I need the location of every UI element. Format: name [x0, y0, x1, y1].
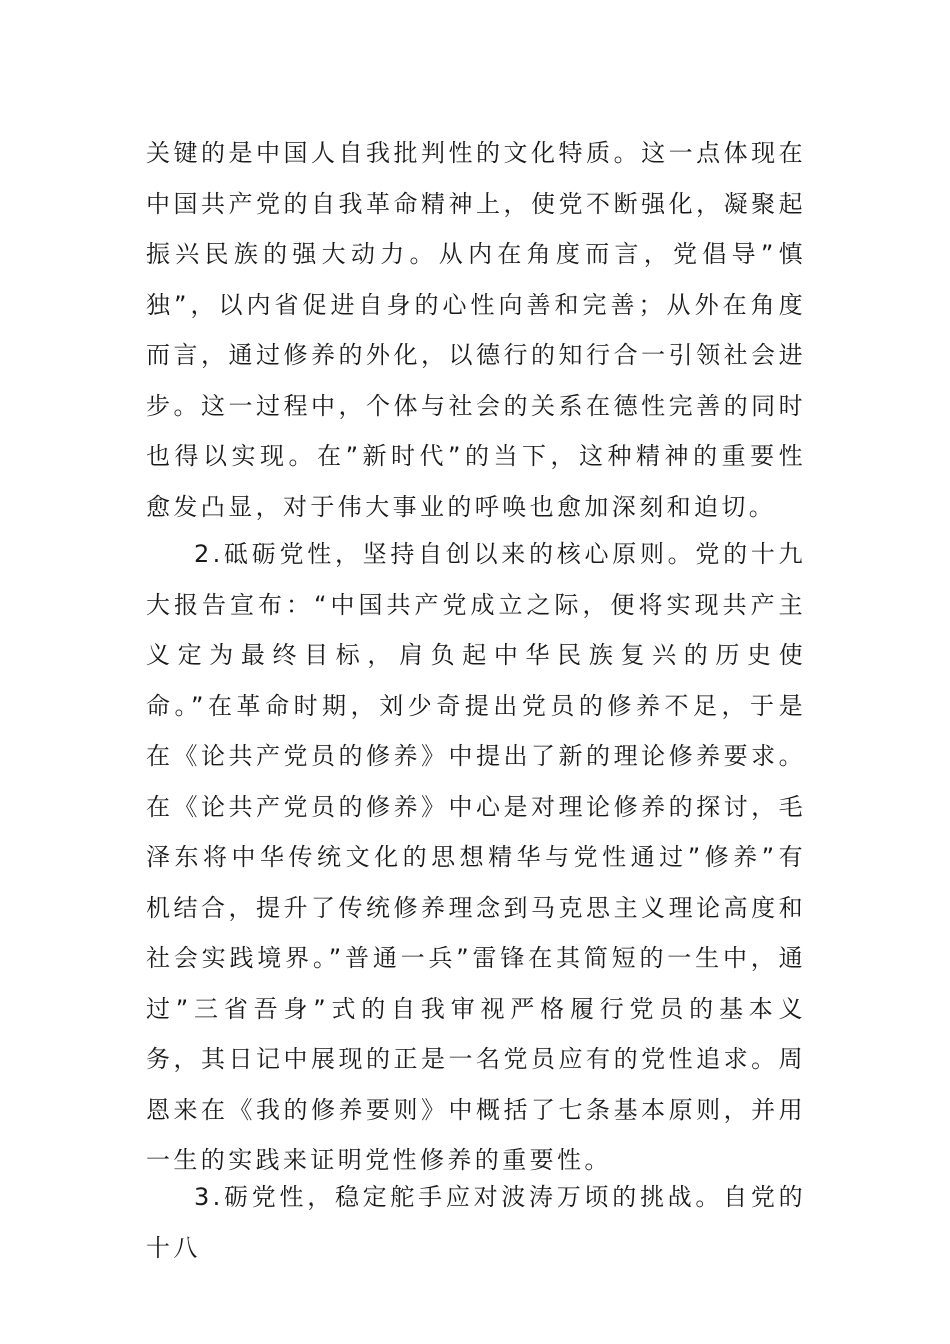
paragraph-section-3: 3.砺党性，稳定舵手应对波涛万顷的挑战。自党的十八 — [146, 1183, 806, 1262]
paragraph-section-2: 2.砥砺党性，坚持自创以来的核心原则。党的十九大报告宣布：“中国共产党成立之际，便将实现共产主义定为最终目标，肩负起中华民族复兴的历史使命。”在革命时期，刘少奇提出党员的修养不足，于是在《论共产党员的修养》中提出了新的理论修养要求。在《论共产党员的修养》中心是对理论修养的探讨，毛泽东将中华传统文化的思想精华与党性通过”修养”有机结合，提升了传统修养理念到马克思主义理论高度和社会实践境界。”普通一兵”雷锋在其简短的一生中，通过”三省吾身”式的自我审视严格履行党员的基本义务，其日记中展现的正是一名党员应有的党性追求。周恩来在《我的修养要则》中概括了七条基本原则，并用一生的实践来证明党性修养的重要性。 — [146, 540, 806, 1174]
paragraph-continuation: 关键的是中国人自我批判性的文化特质。这一点体现在中国共产党的自我革命精神上，使党不断强化，凝聚起振兴民族的强大动力。从内在角度而言，党倡导”慎独”，以内省促进自身的心性向善和完善；从外在角度而言，通过修养的外化，以德行的知行合一引领社会进步。这一过程中，个体与社会的关系在德性完善的同时也得以实现。在”新时代”的当下，这种精神的重要性愈发凸显，对于伟大事业的呼唤也愈加深刻和迫切。 — [146, 139, 806, 521]
